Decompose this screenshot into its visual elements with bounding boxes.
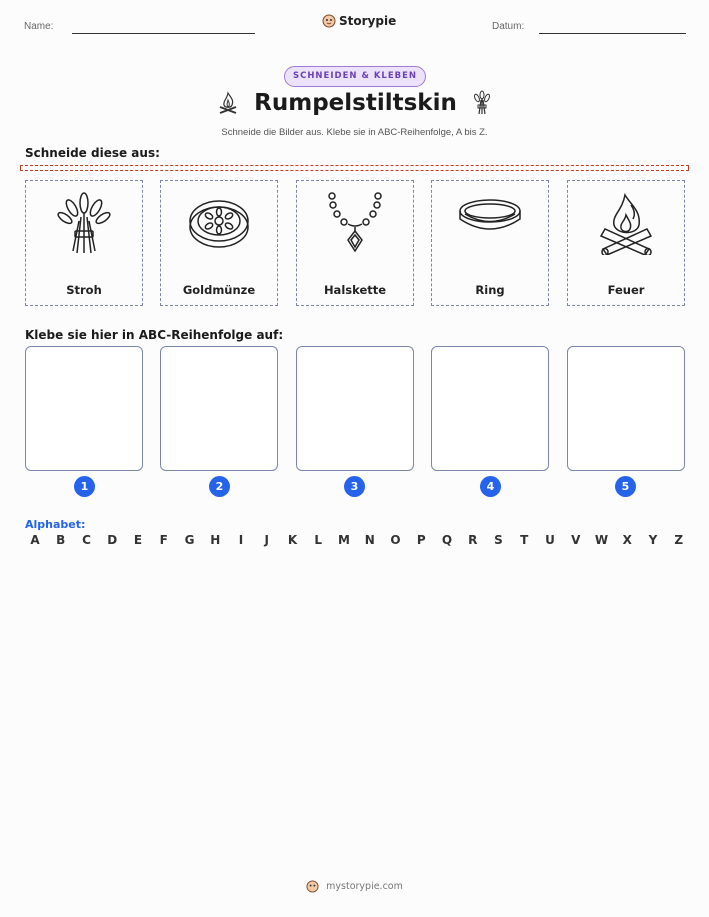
alphabet-letter: V — [571, 533, 581, 547]
cut-card-stroh[interactable] — [25, 180, 143, 306]
paste-slot-4[interactable] — [431, 346, 549, 471]
alphabet-letter: Q — [441, 533, 453, 547]
alphabet-letter: L — [314, 533, 323, 547]
paste-section-title: Klebe sie hier in ABC-Reihenfolge auf: — [25, 328, 284, 342]
alphabet-letter: N — [364, 533, 375, 547]
card-label: Ring — [475, 283, 505, 297]
cut-card-goldmuenze[interactable] — [160, 180, 278, 306]
alphabet-letter: M — [338, 533, 350, 547]
wheat-bundle-icon — [472, 90, 492, 116]
cut-card-ring[interactable] — [431, 180, 549, 306]
paste-slot-2[interactable] — [160, 346, 278, 471]
brand-logo — [322, 14, 396, 28]
instructions: Schneide die Bilder aus. Klebe sie in ABC-Reihenfolge, A bis Z. — [221, 127, 488, 138]
activity-badge: SCHNEIDEN & KLEBEN — [284, 66, 426, 87]
alphabet-title: Alphabet: — [25, 518, 86, 531]
page-title — [0, 90, 709, 116]
alphabet-letter: I — [238, 533, 244, 547]
alphabet-letter: F — [159, 533, 168, 547]
alphabet-letter: T — [520, 533, 529, 547]
alphabet-row — [25, 533, 689, 547]
alphabet-letter: H — [210, 533, 221, 547]
alphabet-letter: Y — [648, 533, 658, 547]
alphabet-letter: U — [545, 533, 555, 547]
paste-slot-1[interactable] — [25, 346, 143, 471]
date-line[interactable] — [539, 33, 686, 34]
date-label: Datum: — [492, 21, 525, 32]
alphabet-letter: O — [390, 533, 401, 547]
alphabet-letter: Z — [674, 533, 684, 547]
card-label: Goldmünze — [182, 283, 256, 297]
slot-number: 4 — [480, 476, 501, 497]
alphabet-letter: D — [107, 533, 118, 547]
alphabet-letter: G — [184, 533, 195, 547]
paste-slot-3[interactable] — [296, 346, 414, 471]
storypie-mascot-icon — [306, 880, 319, 893]
alphabet-letter: B — [56, 533, 66, 547]
cut-section-title: Schneide diese aus: — [25, 146, 160, 160]
alphabet-letter: S — [494, 533, 503, 547]
cut-card-feuer[interactable] — [567, 180, 685, 306]
cut-line — [20, 165, 689, 171]
wheat-bundle-icon — [53, 191, 115, 255]
alphabet-letter: J — [264, 533, 269, 547]
slot-number: 3 — [344, 476, 365, 497]
name-label: Name: — [24, 21, 54, 32]
slot-number: 1 — [74, 476, 95, 497]
cut-card-halskette[interactable] — [296, 180, 414, 306]
gold-coin-icon — [188, 191, 250, 255]
card-label: Stroh — [66, 283, 102, 297]
alphabet-letter: W — [594, 533, 609, 547]
necklace-icon — [324, 191, 386, 255]
ring-icon — [459, 191, 521, 255]
alphabet-letter: E — [133, 533, 143, 547]
card-label: Feuer — [607, 283, 645, 297]
paste-slot-5[interactable] — [567, 346, 685, 471]
alphabet-letter: X — [622, 533, 632, 547]
campfire-icon — [595, 191, 657, 255]
alphabet-letter: C — [82, 533, 91, 547]
title-text: Rumpelstiltskin — [254, 90, 457, 116]
name-line[interactable] — [72, 33, 255, 34]
alphabet-letter: P — [416, 533, 426, 547]
slot-number: 2 — [209, 476, 230, 497]
alphabet-letter: R — [468, 533, 478, 547]
campfire-icon — [217, 91, 239, 115]
footer-url[interactable]: mystorypie.com — [326, 881, 403, 892]
card-label: Halskette — [323, 283, 387, 297]
alphabet-letter: A — [30, 533, 40, 547]
alphabet-letter: K — [287, 533, 298, 547]
storypie-mascot-icon — [322, 14, 336, 28]
slot-number: 5 — [615, 476, 636, 497]
footer — [0, 880, 709, 893]
brand-name: Storypie — [339, 14, 397, 28]
